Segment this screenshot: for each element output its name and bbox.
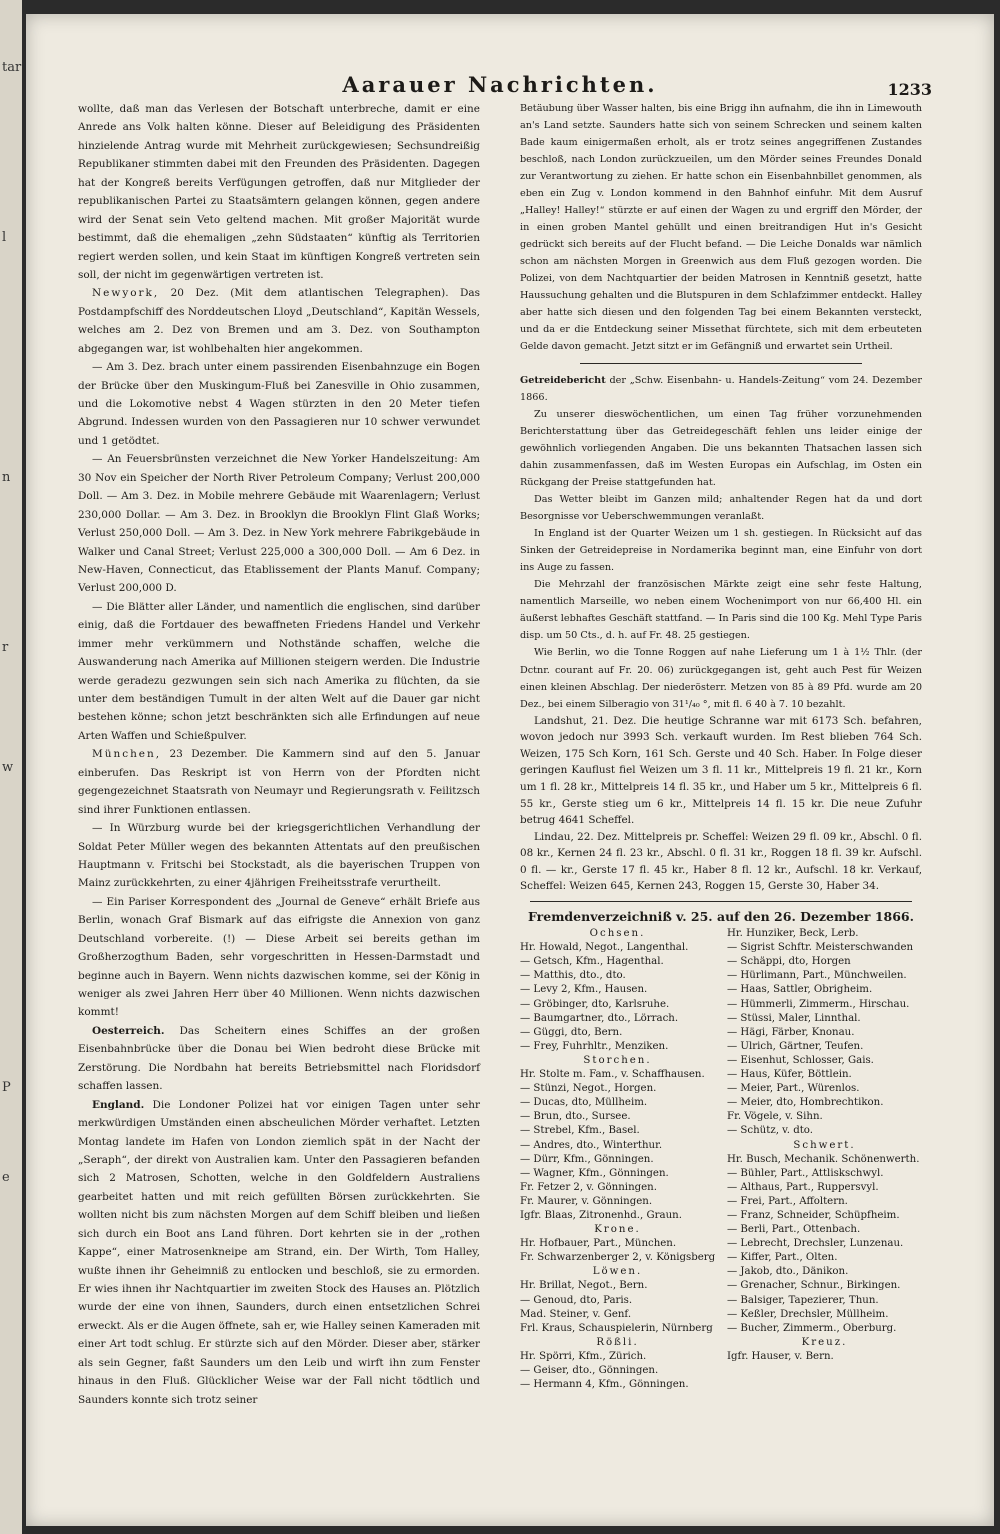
article-text: — In Würzburg wurde bei der kriegsgerichtlichen Verhandlung der Soldat Peter Müller wegen des bekannten Attentats auf den preußischen Hauptmann v. Fritschi bei Stockstadt, als die bayerischen Truppen von Mainz zurückkehrten, zu einer 4jährigen Freiheitsstrafe verurtheilt.	[78, 822, 480, 890]
guest-list	[520, 927, 922, 1392]
guest-entry: — Matthis, dto., dto.	[520, 970, 626, 982]
hotel-name: Krone.	[594, 1224, 641, 1236]
article-paragraph	[78, 1022, 480, 1096]
adjacent-page-fragment: tar	[2, 60, 22, 75]
guest-entry: Igfr. Blaas, Zitronenhd., Graun.	[520, 1209, 682, 1221]
guest-entry: — Franz, Schneider, Schüpfheim.	[727, 1209, 900, 1221]
guest-entry: — Andres, dto., Winterthur.	[520, 1139, 663, 1151]
guest-entry: Hr. Stolte m. Fam., v. Schaffhausen.	[520, 1069, 705, 1081]
article-text: — Die Blätter aller Länder, und namentlich die englischen, sind darüber einig, daß die Fortdauer des bewaffneten Friedens Handel und Verkehr immer mehr verkümmern und Nothstände schaffen, welche die Auswanderung nach Amerika auf Millionen steigern werden. Die Industrie werde geradezu gezwungen sein sich nach Amerika zu flüchten, da sie unter dem beständigen Tumult in der alten Welt auf die Dauer gar nicht bestehen könne; schon jetzt beschränkten sich alle Erfindungen auf neue Arten Waffen und Schießpulver.	[78, 600, 480, 742]
guest-entry: — Schäppi, dto, Horgen	[727, 956, 851, 968]
hotel-name: Rößli.	[596, 1336, 639, 1348]
guest-entry: Frl. Kraus, Schauspielerin, Nürnberg	[520, 1322, 713, 1334]
guest-entry: — Güggi, dto, Bern.	[520, 1026, 623, 1038]
guest-entry: — Meier, dto, Hombrechtikon.	[727, 1097, 884, 1109]
guest-entry: — Baumgartner, dto., Lörrach.	[520, 1012, 679, 1024]
guest-entry: — Sigrist Schftr. Meisterschwanden	[727, 942, 914, 954]
article-dateline: Newyork,	[92, 287, 160, 300]
guest-entry: Mad. Steiner, v. Genf.	[520, 1308, 632, 1320]
article-text: 20 Dez. (Mit dem atlantischen Telegraphen). Das Postdampfschiff des Norddeutschen Lloyd „Deutschland“, Kapitän Wessels, welches am 2. Dez von Bremen und am 3. Dez. von Southampton abgegangen war, ist wohlbehalten hier angekommen.	[78, 287, 480, 355]
guest-entry: — Bucher, Zimmerm., Oberburg.	[727, 1322, 897, 1334]
guest-entry: — Stünzi, Negot., Horgen.	[520, 1083, 657, 1095]
guest-entry: — Haas, Sattler, Obrigheim.	[727, 984, 873, 996]
guest-entry: — Frei, Part., Affoltern.	[727, 1195, 848, 1207]
grain-report	[520, 372, 922, 895]
market-note: Landshut, 21. Dez. Die heutige Schranne war mit 6173 Sch. befahren, wovon jedoch nur 3993 Sch. verkauft wurden. Im Rest blieben 764 Sch. Weizen, 175 Sch Korn, 161 Sch. Gerste und 40 Sch. Haber. In Folge dieser geringen Kauflust fiel Weizen um 3 fl. 11 kr., Mittelpreis 19 fl. 21 kr., Korn um 1 fl. 28 kr., Mittelpreis 14 fl. 35 kr., und Haber um 5 kr., Mittelpreis 6 fl. 55 kr., Gerste stieg um 6 kr., Mittelpreis 14 fl. 15 kr. Die neue Zufuhr betrug 4641 Scheffel.	[520, 714, 922, 827]
grain-report-heading: Getreidebericht	[520, 375, 606, 387]
guest-entry: — Lebrecht, Drechsler, Lunzenau.	[727, 1238, 904, 1250]
hotel-name: Ochsen.	[589, 928, 646, 940]
article-dateline: München,	[92, 748, 162, 761]
grain-report-paragraph: Die Mehrzahl der französischen Märkte zeigt eine sehr feste Haltung, namentlich Marseille, wo neben einem Wochenimport von nur 66,400 Hl. ein äußerst lebhaftes Geschäft stattfand. — In Paris sind die 100 Kg. Mehl Type Paris disp. um 50 Cts., d. h. auf Fr. 48. 25 gestiegen.	[520, 579, 922, 642]
guest-entry: Fr. Vögele, v. Sihn.	[727, 1111, 823, 1123]
page-header	[60, 72, 940, 98]
guest-entry: Fr. Schwarzenberger 2, v. Königsberg	[520, 1252, 715, 1264]
hotel-name: Kreuz.	[801, 1336, 848, 1348]
guest-entry: — Levy 2, Kfm., Hausen.	[520, 984, 648, 996]
guest-list-right-column	[727, 927, 922, 1392]
grain-report-paragraph: In England ist der Quarter Weizen um 1 sh. gestiegen. In Rücksicht auf das Sinken der Getreidepreise in Nordamerika beginnt man, eine Einfuhr von dort ins Auge zu fassen.	[520, 528, 922, 574]
guest-entry: Hr. Howald, Negot., Langenthal.	[520, 942, 689, 954]
market-note: Lindau, 22. Dez. Mittelpreis pr. Scheffel: Weizen 29 fl. 09 kr., Abschl. 0 fl. 08 kr., Kernen 24 fl. 23 kr., Abschl. 0 fl. 31 kr., Roggen 18 fl. 39 kr. Aufschl. 0 fl. — kr., Gerste 17 fl. 45 kr., Haber 8 fl. 12 kr., Aufschl. 18 kr. Verkauf, Scheffel: Weizen 645, Kernen 243, Roggen 15, Gerste 30, Haber 34.	[520, 830, 922, 893]
london-murder-article-continued	[520, 100, 922, 355]
guest-entry: — Eisenhut, Schlosser, Gais.	[727, 1054, 874, 1066]
guest-entry: — Wagner, Kfm., Gönningen.	[520, 1167, 669, 1179]
hotel-name: Schwert.	[793, 1139, 856, 1151]
left-column	[78, 100, 480, 1409]
guest-entry: — Keßler, Drechsler, Müllheim.	[727, 1308, 889, 1320]
guest-entry: — Schütz, v. dto.	[727, 1125, 814, 1137]
guest-entry: — Bühler, Part., Attliskschwyl.	[727, 1167, 884, 1179]
hotel-name: Storchen.	[583, 1054, 652, 1066]
guest-entry: — Brun, dto., Sursee.	[520, 1111, 631, 1123]
guest-list-title: Fremdenverzeichniß v. 25. auf den 26. Dezember 1866.	[528, 909, 914, 925]
guest-entry: Hr. Hofbauer, Part., München.	[520, 1238, 677, 1250]
guest-entry: — Strebel, Kfm., Basel.	[520, 1125, 640, 1137]
guest-entry: Fr. Maurer, v. Gönningen.	[520, 1195, 653, 1207]
article-paragraph	[78, 100, 480, 284]
guest-entry: — Ulrich, Gärtner, Teufen.	[727, 1040, 864, 1052]
adjacent-page-edge	[0, 0, 22, 1534]
guest-entry: — Ducas, dto, Müllheim.	[520, 1097, 648, 1109]
newspaper-title: Aarauer Nachrichten.	[342, 72, 658, 97]
guest-entry: — Meier, Part., Würenlos.	[727, 1083, 860, 1095]
guest-entry: — Dürr, Kfm., Gönningen.	[520, 1153, 654, 1165]
article-dateline: Oesterreich.	[92, 1024, 165, 1037]
market-notes	[520, 713, 922, 896]
guest-entry: — Kiffer, Part., Olten.	[727, 1252, 838, 1264]
article-dateline: England.	[92, 1098, 145, 1111]
guest-entry: — Balsiger, Tapezierer, Thun.	[727, 1294, 879, 1306]
grain-report-source: der „Schw. Eisenbahn- u. Handels-Zeitung“ vom 24. Dezember 1866.	[520, 375, 922, 404]
section-divider	[580, 363, 862, 364]
guest-entry: — Hermann 4, Kfm., Gönningen.	[520, 1379, 689, 1391]
article-paragraph: Betäubung über Wasser halten, bis eine Brigg ihn aufnahm, die ihn in Limewouth an's Land setzte. Saunders hatte sich von seinem Schrecken und seinem kalten Bade kaum einigermaßen erholt, als er trotz seines angegriffenen Zustandes beschloß, nach London zurückzueilen, um den Mörder seines Freundes Donald zur Verantwortung zu ziehen. Er hatte schon ein Eisenbahnbillet genommen, als eben ein Zug v. London kommend in den Bahnhof einfuhr. Mit dem Ausruf „Halley! Halley!“ stürzte er auf einen der Wagen zu und ergriff den Mörder, der in einen groben Mantel gehüllt und einen breitrandigen Hut in's Gesicht gedrückt sich bereits auf der Flucht befand. — Die Leiche Donalds war nämlich schon am nächsten Morgen in Greenwich aus dem Fluß gezogen worden. Die Polizei, von dem Nachtquartier der beiden Matrosen in Kenntniß gesetzt, hatte Haussuchung gehalten und die Blutspuren in dem Schlafzimmer entdeckt. Halley aber hatte sich diesen und den folgenden Tag bei einem Bekannten versteckt, und da er die Entdeckung seiner Missethat fürchtete, sich mit dem erbeuteten Gelde davon gemacht. Jetzt sitzt er im Gefängniß und erwartet sein Urtheil.	[520, 103, 922, 353]
adjacent-page-fragment: r	[2, 640, 9, 655]
article-paragraph	[78, 745, 480, 819]
guest-entry: Hr. Brillat, Negot., Bern.	[520, 1280, 648, 1292]
article-text: Die Londoner Polizei hat vor einigen Tagen unter sehr merkwürdigen Umständen einen abscheulichen Mörder verhaftet. Letzten Montag landete im Hafen von London ziemlich spät in der Nacht der „Seraph“, der direkt von Australien kam. Unter den Passagieren befanden sich 2 Matrosen, Schotten, welche in den Goldfeldern Australiens gearbeitet hatten und mit reich gefüllten Börsen zurückkehrten. Sie wollten nicht bis zum nächsten Morgen auf dem Schiff bleiben und ließen sich durch ein Boot ans Land führen. Dort kehrten sie in der „rothen Kappe“, einer Matrosenkneipe am Strand, ein. Der Wirth, Tom Halley, wußte ihnen ihr Geheimniß zu entlocken und beschloß, sie zu ermorden. Er wies ihnen ihr Nachtquartier im zweiten Stock des Hauses an. Plötzlich wurde der eine von ihnen, Saunders, durch einen entsetzlichen Schrei erweckt. Als er die Augen öffnete, sah er, wie Halley seinen Kameraden mit einer Art todt schlug. Er stürzte sich auf den Mörder. Dieser aber, stärker als sein Gegner, faßt Saunders um den Leib und wirft ihn zum Fenster hinaus in den Fluß. Glücklicher Weise war der Fall nicht tödtlich und Saunders konnte sich trotz seiner	[78, 1098, 480, 1406]
guest-entry: — Grenacher, Schnur., Birkingen.	[727, 1280, 901, 1292]
section-divider	[530, 901, 912, 902]
guest-entry: — Hägi, Färber, Knonau.	[727, 1026, 855, 1038]
guest-entry: — Hürlimann, Part., Münchweilen.	[727, 970, 907, 982]
guest-entry: Igfr. Hauser, v. Bern.	[727, 1350, 834, 1362]
guest-entry: — Getsch, Kfm., Hagenthal.	[520, 956, 664, 968]
article-text: 23 Dezember. Die Kammern sind auf den 5. Januar einberufen. Das Reskript ist von Herrn von der Pfordten nicht gegengezeichnet Staatsrath von Neumayr und Regierungsrath v. Feilitzsch sind ihrer Funktionen entlassen.	[78, 748, 480, 816]
article-text: — Am 3. Dez. brach unter einem passirenden Eisenbahnzuge ein Bogen der Brücke über den Muskingum-Fluß bei Zanesville in Ohio zusammen, und die Lokomotive nebst 4 Wagen stürzten in den 20 Meter tiefen Abgrund. Indessen wurden von den Passagieren nur 10 schwer verwundet und 1 getödtet.	[78, 361, 480, 447]
article-paragraph	[78, 358, 480, 450]
adjacent-page-fragment: P	[2, 1080, 11, 1095]
guest-entry: — Geiser, dto., Gönningen.	[520, 1365, 659, 1376]
guest-list-left-column	[520, 927, 715, 1392]
adjacent-page-fragment: w	[2, 760, 14, 775]
guest-entry: — Jakob, dto., Dänikon.	[727, 1266, 849, 1278]
guest-entry: — Berli, Part., Ottenbach.	[727, 1224, 861, 1236]
article-paragraph	[78, 598, 480, 746]
adjacent-page-fragment: l	[2, 230, 7, 245]
adjacent-page-fragment: n	[2, 470, 11, 485]
guest-entry: — Hümmerli, Zimmerm., Hirschau.	[727, 998, 910, 1010]
article-paragraph	[78, 1096, 480, 1409]
article-paragraph	[78, 450, 480, 598]
adjacent-page-fragment: e	[2, 1170, 10, 1185]
grain-report-paragraph: Zu unserer dieswöchentlichen, um einen Tag früher vorzunehmenden Berichterstattung über das Getreidegeschäft fehlen uns leider einige der gewöhnlich vorliegenden Angaben. Die uns bekannten Thatsachen lassen sich dahin zusammenfassen, daß im Westen Europas ein Aufschlag, im Osten ein Rückgang der Preise stattgefunden hat.	[520, 409, 922, 489]
guest-entry: — Genoud, dto, Paris.	[520, 1294, 633, 1306]
article-paragraph	[78, 893, 480, 1022]
article-paragraph	[78, 819, 480, 893]
hotel-name: Löwen.	[592, 1266, 643, 1278]
grain-report-body	[520, 406, 922, 712]
guest-entry: Hr. Busch, Mechanik. Schönenwerth.	[727, 1153, 920, 1165]
guest-entry: Hr. Hunziker, Beck, Lerb.	[727, 928, 859, 940]
guest-entry: Fr. Fetzer 2, v. Gönningen.	[520, 1181, 657, 1193]
grain-report-paragraph: Das Wetter bleibt im Ganzen mild; anhaltender Regen hat da und dort Besorgnisse vor Ueberschwemmungen veranlaßt.	[520, 494, 922, 523]
article-text: wollte, daß man das Verlesen der Botschaft unterbreche, damit er eine Anrede ans Volk halten könne. Dieser auf Beleidigung des Präsidenten hinzielende Antrag wurde mit Mehrheit zurückgewiesen; Sechsundreißig Republikaner stimmten dabei mit den Freunden des Präsidenten. Dagegen hat der Kongreß bereits Verfügungen getroffen, daß nur Mitglieder der republikanischen Partei zu Staatsämtern gelangen können, gegen andere wird der Senat sein Veto geltend machen. Mit großer Majorität wurde bestimmt, daß die ehemaligen „zehn Südstaaten“ künftig als Territorien regiert werden sollen, und kein Staat im künftigen Kongreß vertreten sein soll, der nicht im gegenwärtigen vertreten ist.	[78, 103, 480, 281]
article-paragraph	[78, 284, 480, 358]
guest-entry: — Gröbinger, dto, Karlsruhe.	[520, 998, 670, 1010]
article-text: — An Feuersbrünsten verzeichnet die New Yorker Handelszeitung: Am 30 Nov ein Speicher der North River Petroleum Company; Verlust 200,000 Doll. — Am 3. Dez. in Mobile mehrere Gebäude mit Waarenlagern; Verlust 230,000 Dollar. — Am 3. Dez. in Brooklyn die Brooklyn Flint Glaß Works; Verlust 250,000 Doll. — Am 3. Dez. in New York mehrere Fabrikgebäude in Walker und Canal Street; Verlust 225,000 a 300,000 Doll. — Am 6 Dez. in New-Haven, Connecticut, das Etablissement der Plants Manuf. Company; Verlust 200,000 D.	[78, 453, 480, 595]
guest-entry: — Stüssi, Maler, Linnthal.	[727, 1012, 861, 1024]
right-column	[520, 100, 922, 1392]
article-text: — Ein Pariser Korrespondent des „Journal de Geneve“ erhält Briefe aus Berlin, wonach Graf Bismark auf das eifrigste die Annexion von ganz Deutschland vorbereite. (!) — Diese Arbeit sei bereits gethan im Großherzogthum Baden, sehr vorgeschritten in Hessen-Darmstadt und beginne auch in Bayern. Wenn nichts dazwischen komme, sei der König in weniger als zwei Jahren Herr über 40 Millionen. Wenn nichts dazwischen kommt!	[78, 895, 480, 1019]
guest-entry: — Haus, Küfer, Böttlein.	[727, 1069, 852, 1081]
guest-entry: Hr. Spörri, Kfm., Zürich.	[520, 1350, 647, 1362]
guest-entry: — Frey, Fuhrhltr., Menziken.	[520, 1040, 669, 1052]
page-number: 1233	[887, 80, 932, 99]
article-text: Das Scheitern eines Schiffes an der großen Eisenbahnbrücke über die Donau bei Wien bedroht diese Brücke mit Zerstörung. Die Nordbahn hat bereits Betriebsmittel nach Floridsdorf schaffen lassen.	[78, 1024, 480, 1093]
grain-report-paragraph: Wie Berlin, wo die Tonne Roggen auf nahe Lieferung um 1 à 1½ Thlr. (der Dctnr. courant auf Fr. 20. 06) zurückgegangen ist, geht auch Pest für Weizen einen kleinen Abschlag. Der niederösterr. Metzen von 85 à 89 Pfd. wurde am 20 Dez., bei einem Silberagio von 31¹/₄₀ °, mit fl. 6 40 à 7. 10 bezahlt.	[520, 647, 922, 710]
guest-entry: — Althaus, Part., Ruppersvyl.	[727, 1181, 879, 1193]
